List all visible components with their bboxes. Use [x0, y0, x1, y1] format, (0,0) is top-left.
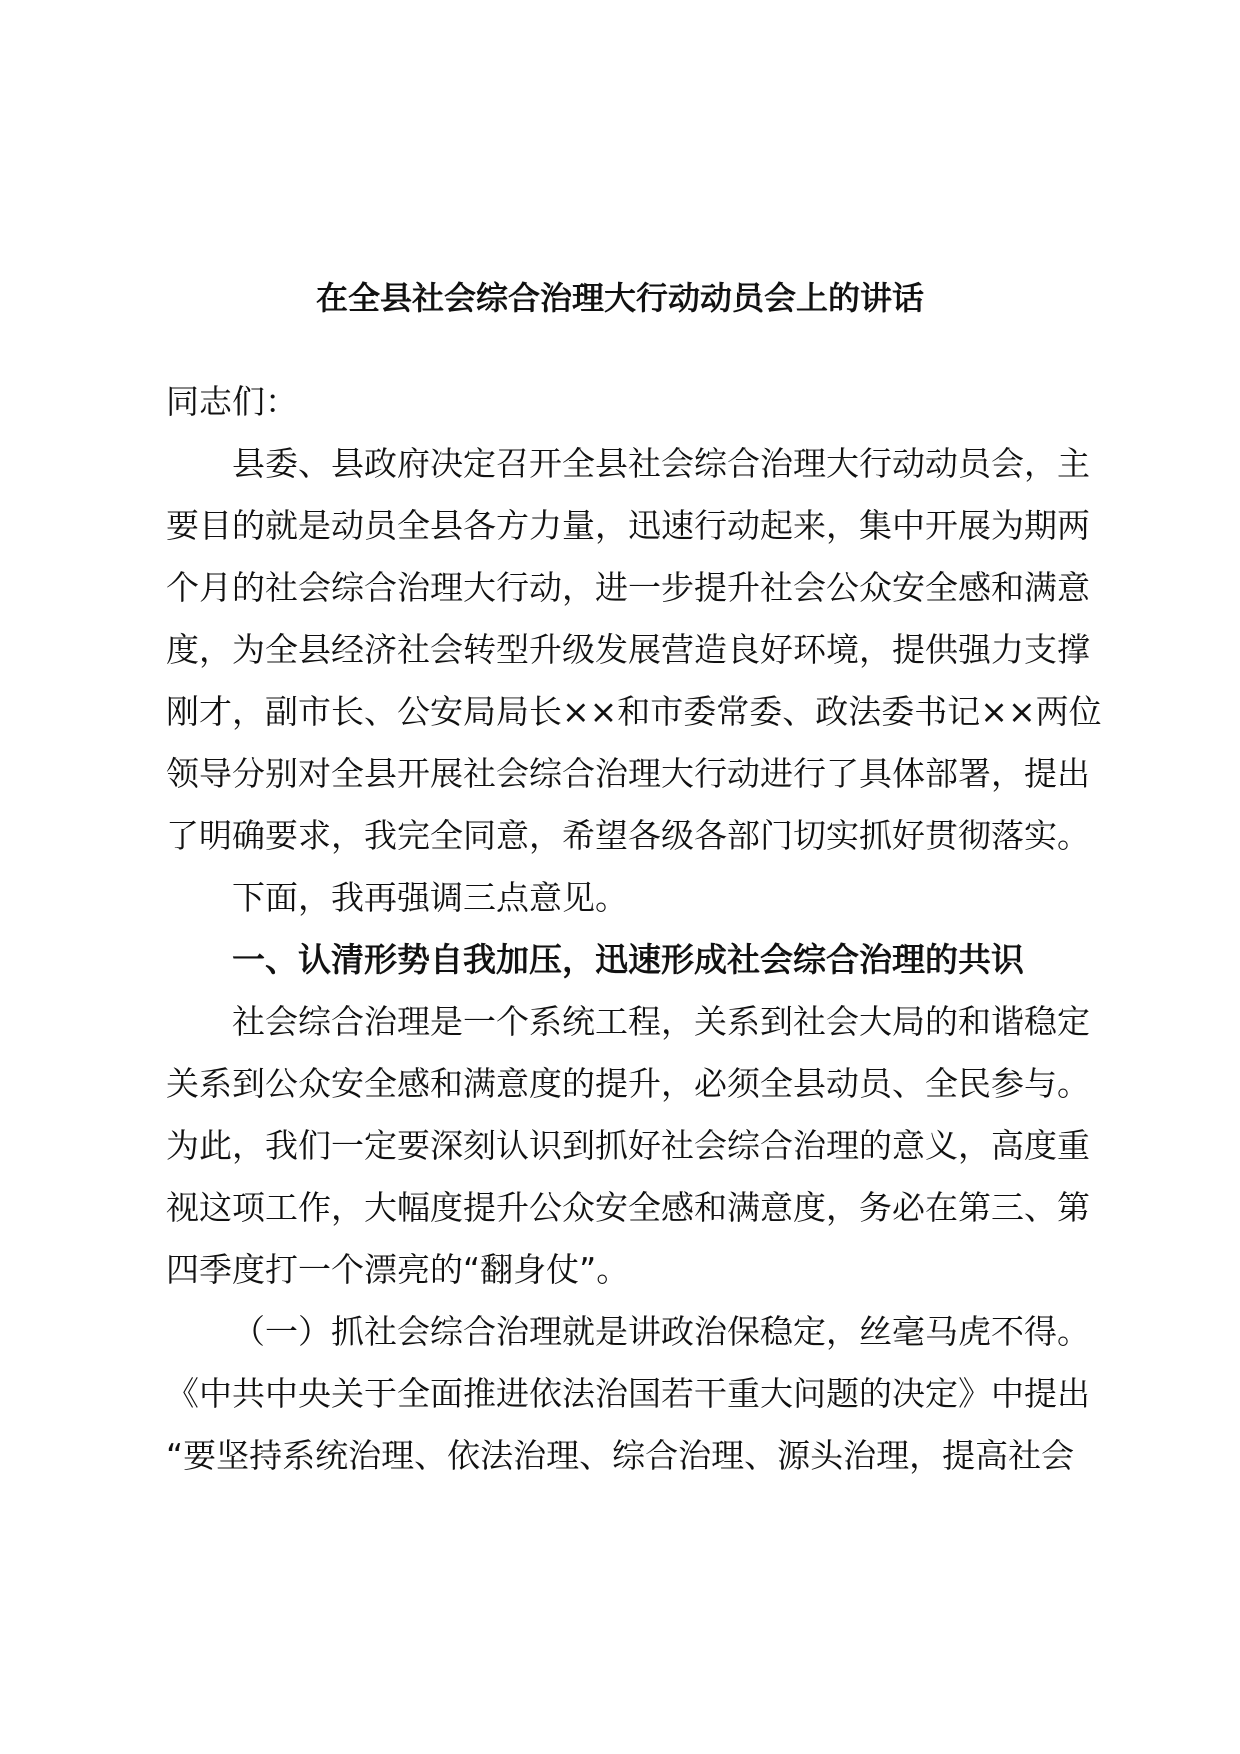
paragraph-line: 下面，我再强调三点意见。 [232, 878, 628, 917]
paragraph-line: 视这项工作，大幅度提升公众安全感和满意度，务必在第三、第 [166, 1188, 1090, 1227]
paragraph-line: 关系到公众安全感和满意度的提升，必须全县动员、全民参与。 [166, 1064, 1090, 1103]
paragraph-line: 县委、县政府决定召开全县社会综合治理大行动动员会，主 [232, 444, 1090, 483]
paragraph-line: 四季度打一个漂亮的“翻身仗”。 [166, 1250, 630, 1289]
paragraph-line: 度，为全县经济社会转型升级发展营造良好环境，提供强力支撑 [166, 630, 1090, 669]
paragraph-line: 为此，我们一定要深刻认识到抓好社会综合治理的意义，高度重 [166, 1126, 1090, 1165]
paragraph-line: 刚才，副市长、公安局局长××和市委常委、政法委书记××两位 [166, 692, 1102, 731]
section-heading: 一、认清形势自我加压，迅速形成社会综合治理的共识 [232, 940, 1024, 979]
document-title: 在全县社会综合治理大行动动员会上的讲话 [315, 279, 924, 317]
subsection-line: （一）抓社会综合治理就是讲政治保稳定，丝毫马虎不得。 [232, 1312, 1090, 1351]
paragraph-line: 了明确要求，我完全同意，希望各级各部门切实抓好贯彻落实。 [166, 816, 1090, 855]
paragraph-line: 要目的就是动员全县各方力量，迅速行动起来，集中开展为期两 [166, 506, 1090, 545]
paragraph-line: 个月的社会综合治理大行动，进一步提升社会公众安全感和满意 [166, 568, 1090, 607]
paragraph-line: 领导分别对全县开展社会综合治理大行动进行了具体部署，提出 [166, 754, 1090, 793]
paragraph-line: 《中共中央关于全面推进依法治国若干重大问题的决定》中提出 [166, 1374, 1090, 1413]
salutation: 同志们： [166, 382, 298, 421]
paragraph-line: “要坚持系统治理、依法治理、综合治理、源头治理，提高社会 [166, 1436, 1075, 1475]
paragraph-line: 社会综合治理是一个系统工程，关系到社会大局的和谐稳定 [232, 1002, 1090, 1041]
